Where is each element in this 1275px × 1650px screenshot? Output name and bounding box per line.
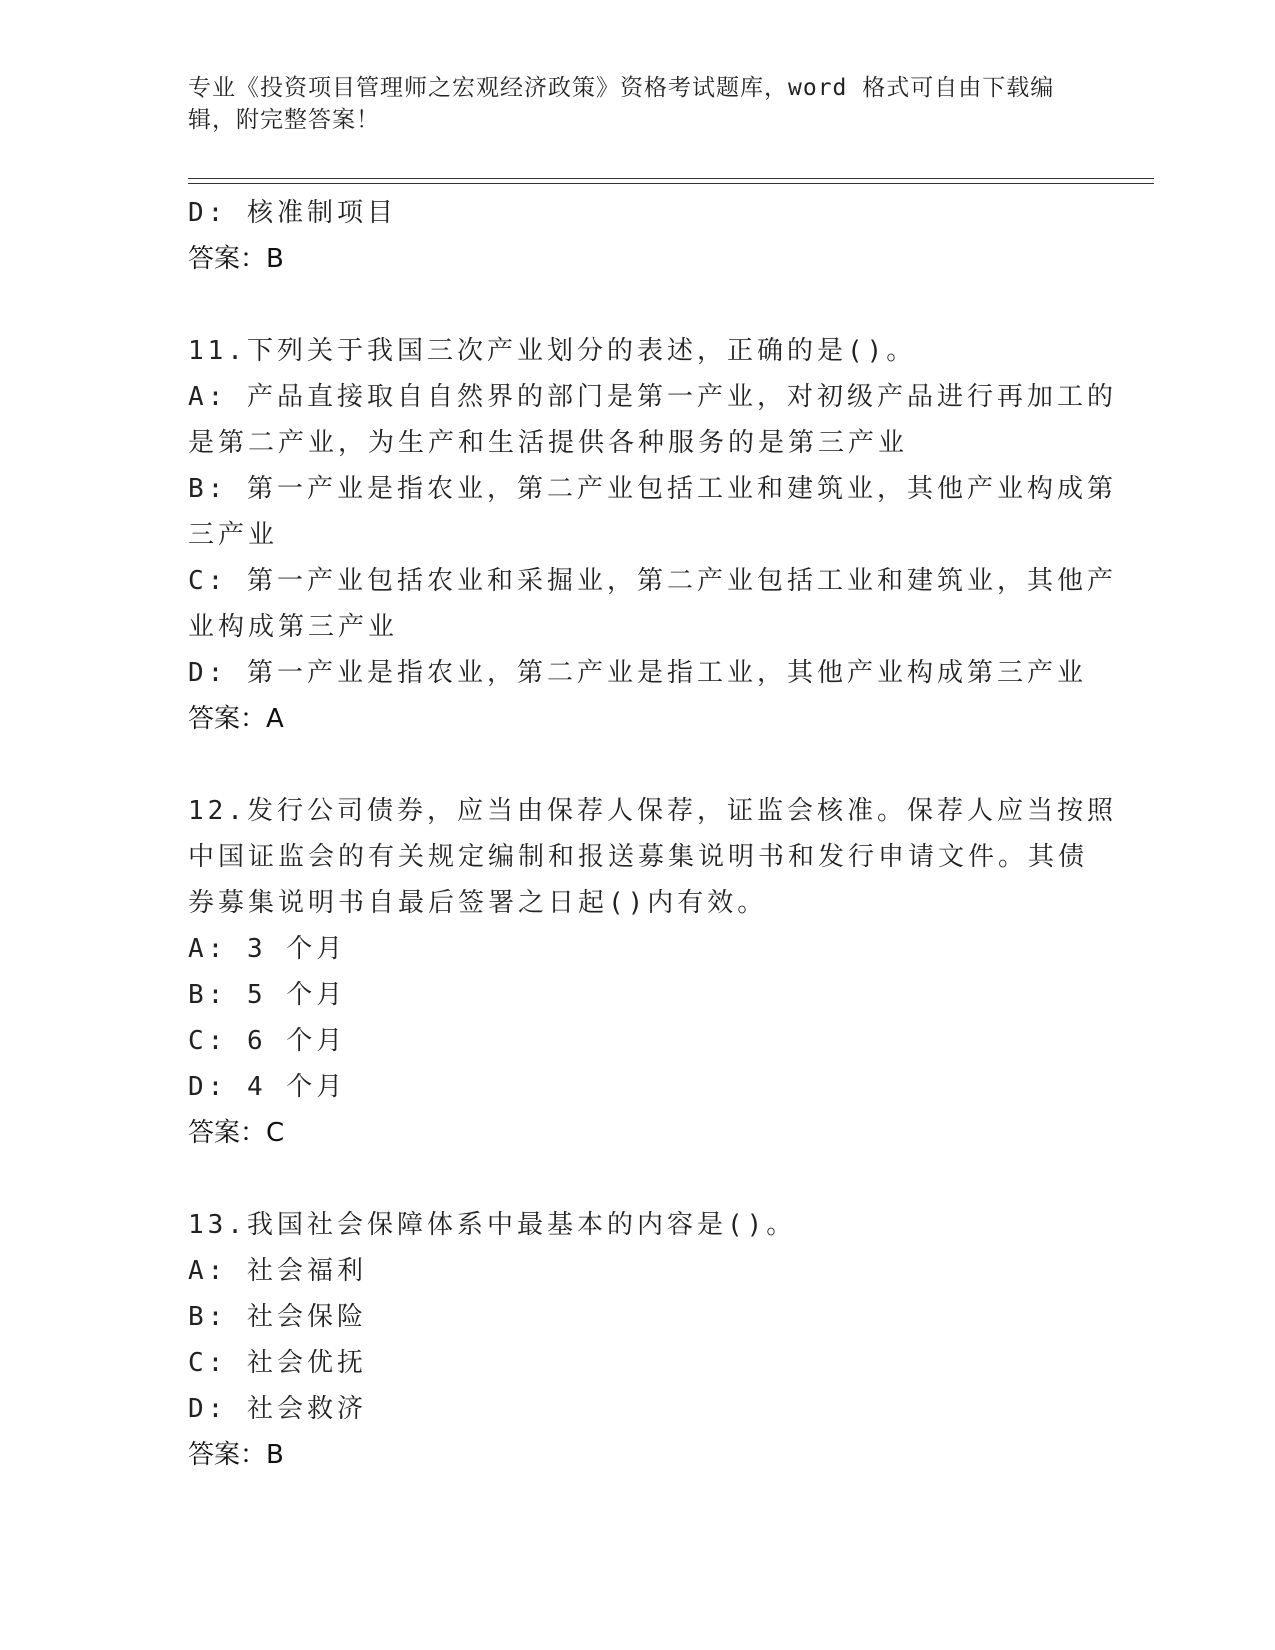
option-c-line-2: 业构成第三产业 <box>188 612 399 642</box>
question-text-line-1: 12.发行公司债券，应当由保荐人保荐，证监会核准。保荐人应当按照 <box>188 796 1117 826</box>
prev-answer: 答案：B <box>188 244 284 274</box>
question-13 <box>188 1202 1088 1478</box>
option-c-line-1: C: 第一产业包括农业和采掘业，第二产业包括工业和建筑业，其他产 <box>188 566 1117 596</box>
option-a: A: 3 个月 <box>188 934 347 964</box>
question-text-line-2: 中国证监会的有关规定编制和报送募集说明书和发行申请文件。其债 <box>188 842 1089 872</box>
option-d: D: 社会救济 <box>188 1394 367 1424</box>
option-d: D: 第一产业是指农业，第二产业是指工业，其他产业构成第三产业 <box>188 658 1087 688</box>
question-12 <box>188 788 1117 1156</box>
option-c: C: 6 个月 <box>188 1026 347 1056</box>
question-text: 11.下列关于我国三次产业划分的表述，正确的是()。 <box>188 336 917 366</box>
spacer <box>188 1156 1088 1202</box>
question-11 <box>188 328 1117 742</box>
option-b: B: 社会保险 <box>188 1302 367 1332</box>
answer: 答案：C <box>188 1118 285 1148</box>
header-divider-top <box>188 178 1154 179</box>
header-divider-bottom <box>188 183 1154 184</box>
spacer <box>188 282 1088 328</box>
question-text-line-3: 券募集说明书自最后签署之日起()内有效。 <box>188 888 768 918</box>
answer: 答案：B <box>188 1440 284 1470</box>
option-b: B: 5 个月 <box>188 980 347 1010</box>
spacer <box>188 742 1088 788</box>
option-b-line-1: B: 第一产业是指农业，第二产业包括工业和建筑业，其他产业构成第 <box>188 474 1117 504</box>
header-title-line-2: 辑，附完整答案！ <box>188 107 380 133</box>
option-a-line-2: 是第二产业，为生产和生活提供各种服务的是第三产业 <box>188 428 909 458</box>
option-d: D: 4 个月 <box>188 1072 347 1102</box>
option-a-line-1: A: 产品直接取自自然界的部门是第一产业，对初级产品进行再加工的 <box>188 382 1117 412</box>
option-c: C: 社会优抚 <box>188 1348 367 1378</box>
header-title-line-1: 专业《投资项目管理师之宏观经济政策》资格考试题库，word 格式可自由下载编 <box>188 75 1055 101</box>
prev-option-d: D: 核准制项目 <box>188 198 397 228</box>
document-header <box>188 72 1068 136</box>
option-a: A: 社会福利 <box>188 1256 367 1286</box>
answer: 答案：A <box>188 704 284 734</box>
question-text: 13.我国社会保障体系中最基本的内容是()。 <box>188 1210 797 1240</box>
question-content <box>188 190 1117 1478</box>
option-b-line-2: 三产业 <box>188 520 279 550</box>
